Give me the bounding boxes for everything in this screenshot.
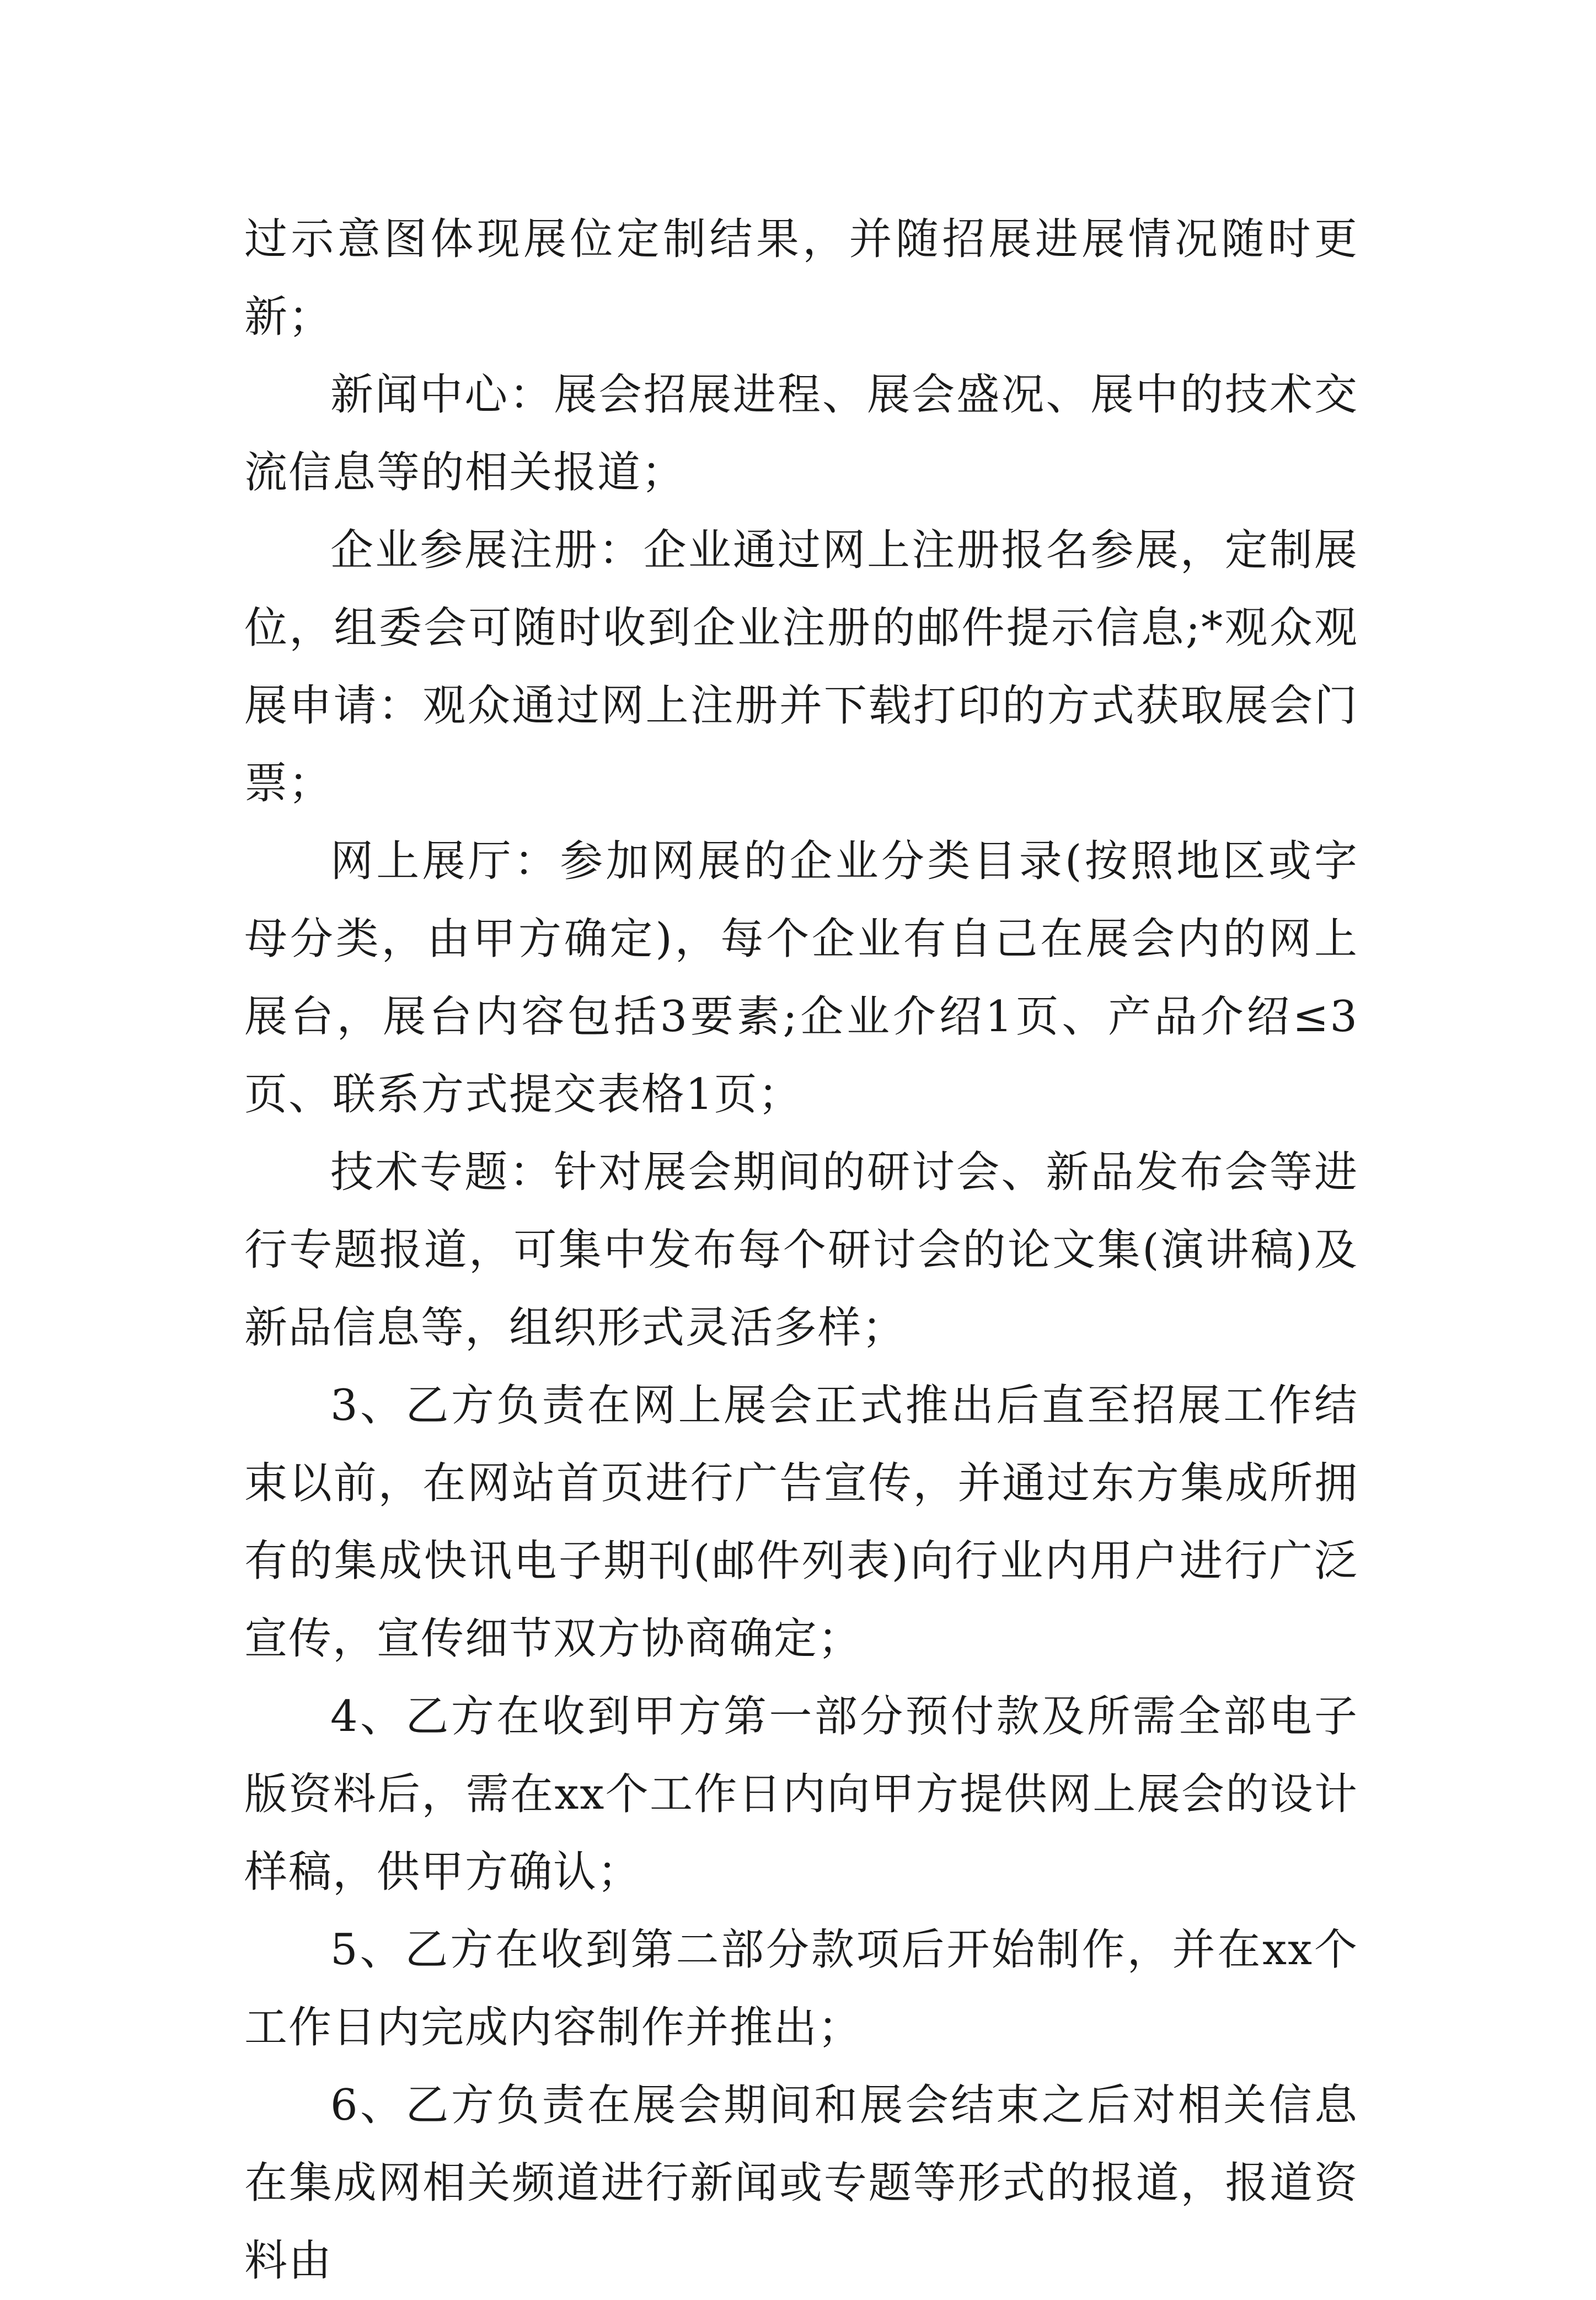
paragraph-exhibitor-registration: 企业参展注册：企业通过网上注册报名参展，定制展位，组委会可随时收到企业注册的邮件提示信息;*观众观展申请：观众通过网上注册并下载打印的方式获取展会门票；: [244, 526, 1358, 808]
document-body: [244, 201, 1358, 2300]
paragraph-clause-6: 6、乙方负责在展会期间和展会结束之后对相关信息在集成网相关频道进行新闻或专题等形式的报道，报道资料由: [244, 2081, 1358, 2286]
paragraph-clause-4: 4、乙方在收到甲方第一部分预付款及所需全部电子版资料后，需在xx个工作日内向甲方提供网上展会的设计样稿，供甲方确认；: [244, 1692, 1358, 1897]
paragraph-continued: 过示意图体现展位定制结果，并随招展进展情况随时更新；: [244, 215, 1358, 342]
paragraph-clause-3: 3、乙方负责在网上展会正式推出后直至招展工作结束以前，在网站首页进行广告宣传，并通过东方集成所拥有的集成快讯电子期刊(邮件列表)向行业内用户进行广泛宣传，宣传细节双方协商确定；: [244, 1381, 1358, 1664]
paragraph-news-center: 新闻中心：展会招展进程、展会盛况、展中的技术交流信息等的相关报道；: [244, 370, 1358, 497]
paragraph-online-hall: 网上展厅：参加网展的企业分类目录(按照地区或字母分类，由甲方确定)，每个企业有自己在展会内的网上展台，展台内容包括3要素;企业介绍1页、产品介绍≤3页、联系方式提交表格1页；: [244, 837, 1358, 1119]
paragraph-clause-5: 5、乙方在收到第二部分款项后开始制作，并在xx个工作日内完成内容制作并推出；: [244, 1925, 1358, 2052]
paragraph-tech-topics: 技术专题：针对展会期间的研讨会、新品发布会等进行专题报道，可集中发布每个研讨会的论文集(演讲稿)及新品信息等，组织形式灵活多样；: [244, 1148, 1358, 1353]
